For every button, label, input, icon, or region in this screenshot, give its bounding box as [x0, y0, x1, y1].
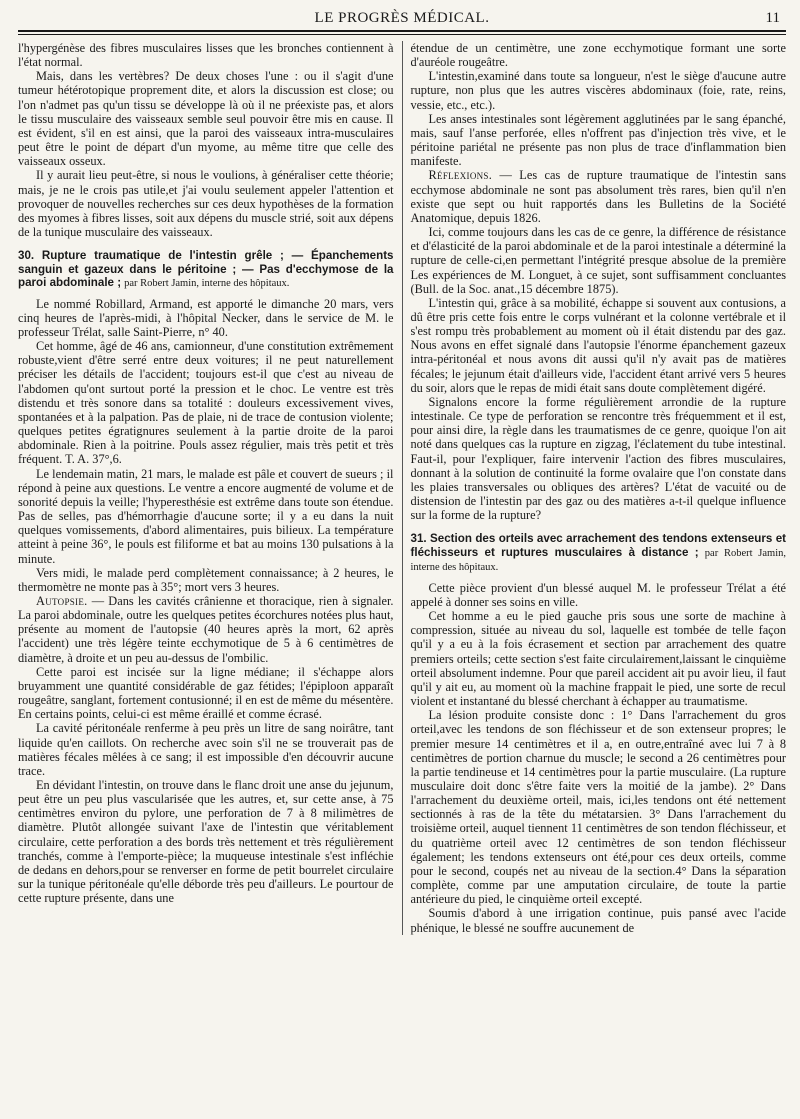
paragraph: En dévidant l'intestin, on trouve dans le flanc droit une anse du jejunum, peut être un peu plus vascularisée que les autres, et, sur cette anse, à 75 centimètres environ du pylore, une perforation de 7 à 8 milimètres de diamètre. Plutôt allongée suivant l'axe de l'intestin que véritablement circulaire, cette perforation a des bords très nettement et très régulièrement tranchés, comme à l'emporte-pièce; la muqueuse intestinale s'est infléchie de dedans en dehors,pour se renverser en forme de petit bourrelet circulaire sur la tunique péritonéale qu'elle déborde très peu d'ailleurs. Le pourtour de cette rupture présente, dans une	[18, 778, 394, 906]
paragraph: Soumis d'abord à une irrigation continue, puis pansé avec l'acide phénique, le blessé ne souffre aucunement de	[410, 906, 786, 935]
paragraph: L'intestin,examiné dans toute sa longueur, n'est le siège d'aucune autre rupture, non plus que les autres viscères abdominaux (foie, rate, reins, vessie, etc., etc.).	[410, 69, 786, 112]
paragraph: L'intestin qui, grâce à sa mobilité, échappe si souvent aux contusions, a dû être pris cette fois entre le corps vulnérant et la colonne vertébrale et il s'est rompu très probablement au moment où il était distendu par des gaz. Nous avons en effet signalé dans l'autopsie l'énorme épanchement gazeux intra-péritonéal et nous avons dit aussi qu'il n'y avait pas de matières fécales; le jejunum était d'ailleurs vide, l'accident étant arrivé vers 5 heures du soir, alors que le repas de midi était sans doute complètement digéré.	[410, 295, 786, 395]
paragraph: étendue de un centimètre, une zone ecchymotique formant une sorte d'auréole rougeâtre.	[410, 41, 786, 70]
section-30-byline: par Robert Jamin, interne des hôpitaux.	[124, 278, 290, 290]
paragraph: Mais, dans les vertèbres? De deux choses l'une : ou il s'agit d'une tumeur hétérotopique proprement dite, et alors la discussion est close; ou l'on n'admet pas qu'un tissu se développe là où il ne préexiste pas, et alors le tissu musculaire des vaisseaux semble seul pouvoir être mis en cause. Il est évident, s'il en est ainsi, que la paroi des vaisseaux intra-musculaires peut être le point de départ d'un myome, au même titre que celle des vaisseaux osseux.	[18, 69, 394, 169]
header-double-rule	[18, 34, 786, 35]
paragraph: Il y aurait lieu peut-être, si nous le voulions, à généraliser cette théorie; mais, je ne le crois pas utile,et j'ai voulu seulement appeler l'attention et provoquer de nouvelles recherches sur ces deux hypothèses de la formation des myomes à fibres lisses, soit aux dépens du muscle strié, soit aux dépens de la tunique musculaire des vaisseaux.	[18, 168, 394, 240]
paragraph: Les anses intestinales sont légèrement agglutinées par le sang épanché, mais, sauf l'anse perforée, elles n'offrent pas d'injection très vive, et le péritoine pariétal ne présente pas non plus de trace d'inflammation bien manifeste.	[410, 111, 786, 169]
right-column	[403, 41, 787, 935]
run-in-heading: Réflexions.	[428, 168, 493, 183]
paragraph: Le lendemain matin, 21 mars, le malade est pâle et couvert de sueurs ; il répond à peine aux questions. Le ventre a encore augmenté de volume et de sonorité depuis la veille; l'hyperesthésie est extrême dans toute son étendue. Pas de selles, pas d'hémorrhagie d'aucune sorte; il y a eu dans la nuit quelques vomissements, d'abord alimentaires, puis bilieux. La température atteint à peine 36°, le pouls est filiforme et bat au moins 130 pulsations à la minute.	[18, 466, 394, 566]
paragraph: Cette pièce provient d'un blessé auquel M. le professeur Trélat a été appelé à donner ses soins en ville.	[410, 580, 786, 609]
run-in-heading: Autopsie.	[36, 593, 88, 608]
paragraph-text: — Dans les cavités crânienne et thoracique, rien à signaler. La paroi abdominale, outre les quelques petites écorchures notées plus haut, présente au moment de l'autopsie (40 heures après la mort, 62 après l'accident) une très légère teinte ecchymotique de 5 à 6 centimètres de diamètre, à droite et un peu au-dessus de l'ombilic.	[18, 593, 394, 665]
section-31-title: 31. Section des orteils avec arrachement des tendons extenseurs et fléchisseurs et ruptures musculaires à distance ;	[410, 532, 786, 559]
left-column	[18, 41, 403, 935]
page-number: 11	[765, 10, 780, 26]
section-31-byline: par Robert Jamin, interne des hôpitaux.	[410, 547, 787, 574]
paragraph: Cet homme a eu le pied gauche pris sous une sorte de machine à compression, située au niveau du sol, laquelle est tombée de telle façon qu'il y a eu à la fois écrasement et section par arrachement des quatre premiers orteils; cette section s'est faite circulairement,laissant le cinquième orteil absolument indemne. Pour que pareil accident ait pu avoir lieu, il faut qu'il y ait eu, au moment où la machine frappait le pied, une sorte de recul violent et instantané du blessé cherchant à échapper au traumatisme.	[410, 609, 786, 709]
paragraph: La cavité péritonéale renferme à peu près un litre de sang noirâtre, tant liquide qu'en caillots. On recherche avec soin s'il ne se trouverait pas de matières fécales mêlées à ce sang; il est impossible d'en découvrir aucune trace.	[18, 721, 394, 778]
section-30-title: 30. Rupture traumatique de l'intestin grêle ; — Épanchements sanguin et gazeux dans le péritoine ; — Pas d'ecchymose de la paroi abdominale ;	[18, 249, 394, 290]
section-30-heading	[18, 249, 394, 291]
paragraph: Ici, comme toujours dans les cas de ce genre, la différence de résistance et d'élasticité de la paroi abdominale et de la paroi intestinale a déterminé la rupture de celle-ci,en permettant l'intégrité presque absolue de la première Les expériences de M. Longuet, à ce sujet, sont suffisamment concluantes (Bull. de la Soc. anat.,15 décembre 1875).	[410, 225, 786, 296]
section-31-heading	[411, 532, 787, 575]
paragraph-autopsie	[18, 594, 394, 665]
running-head	[18, 6, 786, 32]
paragraph: Cet homme, âgé de 46 ans, camionneur, d'une constitution extrêmement robuste,vient d'être serré entre deux voitures; il ne peut naturellement préciser les détails de l'accident; toujours est-il que c'est au niveau de l'abdomen qu'ont surtout porté la pression et le choc. Le ventre est très distendu et très sonore dans sa totalité : douleurs excessivement vives, spontanées et à la palpation. Pas de plaie, ni de trace de contusion violente; quelques petites égratignures seulement à la partie droite de la paroi abdominale. Rien à la poitrine. Pouls assez régulier, mais très petit et très fréquent. T. A. 37°,6.	[18, 339, 394, 467]
two-column-body	[18, 41, 786, 935]
paragraph: Signalons encore la forme régulièrement arrondie de la rupture intestinale. Ce type de perforation se rencontre très fréquemment et il est, pour ainsi dire, la règle dans les traumatismes de ce genre, quoique l'on ait noté dans quelques cas la rupture en zigzag, l'éclatement du tube intestinal. Faut-il, pour l'expliquer, faire intervenir l'action des fibres musculaires, donnant à la solution de continuité la forme ovalaire que l'on constate dans les plaies transversales ou obliques des artères? L'état de vacuité ou de distension de l'intestin par des gaz ou des matières a-t-il quelque influence sur la forme de la rupture?	[410, 394, 786, 523]
paragraph: l'hypergénèse des fibres musculaires lisses que les bronches contiennent à l'état normal.	[18, 41, 394, 70]
paragraph: Cette paroi est incisée sur la ligne médiane; il s'échappe alors bruyamment une quantité considérable de gaz fétides; l'épiploon apparaît rougeâtre, sanglant, fortement contusionné; il en est de même du mésentère. En certains points, celui-ci est même éraillé et comme écrasé.	[18, 664, 394, 722]
paragraph: La lésion produite consiste donc : 1° Dans l'arrachement du gros orteil,avec les tendons de son fléchisseur et de son extenseur propres; le premier mesure 14 centimètres et il a, en outre,entraîné avec lui 7 à 8 centimètres de portion charnue du muscle; le second a 26 centimètres pour la partie tendineuse et 14 centimètres pour la partie musculaire. (La rupture musculaire doit donc s'être faite vers la moitié de la jambe). 2° Dans l'arrachement du deuxième orteil, mais, ici,les tendons ont été nettement sectionnés à ras de la tête du métatarsien. 3° Dans l'arrachement du troisième orteil, auquel tiennent 11 centimètres de son tendon fléchisseur, et du quatrième orteil avec 12 centimètres de son tendon fléchisseur également; les tendons extenseurs ont été,pour ces deux orteils, comme pour le second, coupés net au niveau de la section.4° Dans la séparation complète, comme par une amputation circulaire, de toute la partie antérieure du pied, le cinquième orteil excepté.	[410, 708, 786, 907]
paragraph: Le nommé Robillard, Armand, est apporté le dimanche 20 mars, vers cinq heures de l'après-midi, à l'hôpital Necker, dans le service de M. le professeur Trélat, salle Saint-Pierre, n° 40.	[18, 296, 394, 339]
journal-title: LE PROGRÈS MÉDICAL.	[314, 10, 490, 26]
paragraph: Vers midi, le malade perd complètement connaissance; à 2 heures, le thermomètre ne monte pas à 35°; mort vers 3 heures.	[18, 565, 394, 594]
paragraph-reflexions	[411, 168, 787, 225]
paragraph-text: — Les cas de rupture traumatique de l'intestin sans ecchymose abdominale ne sont pas absolument très rares, bien qu'il n'en existe que sept ou huit rapportés dans les Bulletins de la Société Anatomique, depuis 1826.	[410, 168, 786, 225]
